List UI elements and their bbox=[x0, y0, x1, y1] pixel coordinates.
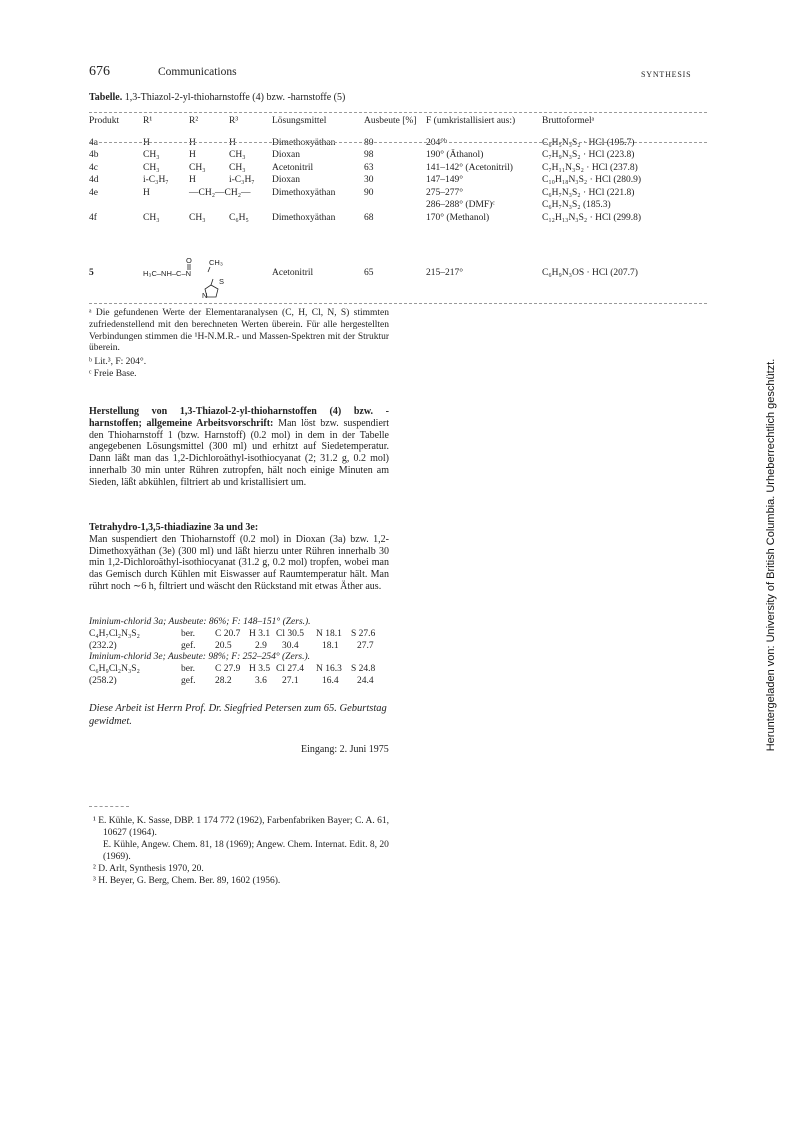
r1-value: H bbox=[143, 187, 150, 198]
r3-value: C₆H₅ bbox=[229, 212, 249, 223]
r1-value: i-C₃H₇ bbox=[143, 175, 169, 185]
r1-value: CH₃ bbox=[143, 212, 160, 223]
analysis-calc-row bbox=[89, 629, 394, 641]
structure-nitrogen: N bbox=[202, 291, 208, 300]
solvent: Acetonitril bbox=[272, 162, 314, 173]
yield bbox=[364, 200, 426, 213]
melting-point: 190° (Äthanol) bbox=[426, 150, 484, 160]
melting-point: 215–217° bbox=[426, 268, 464, 278]
analysis-cell: C 20.7 bbox=[215, 628, 241, 639]
product-id: 4d bbox=[89, 175, 99, 185]
yield: 65 bbox=[364, 268, 374, 278]
analysis-cell: N 16.3 bbox=[316, 664, 342, 675]
yield: 63 bbox=[364, 162, 374, 173]
table-header-rule bbox=[89, 142, 707, 143]
analysis-cell: (232.2) bbox=[89, 640, 117, 651]
r3-value: i-C₃H₇ bbox=[229, 175, 255, 185]
table-row-5 bbox=[89, 256, 707, 300]
references-rule bbox=[89, 806, 129, 807]
analysis-cell: ber. bbox=[181, 664, 195, 675]
formula: C₆H₉N₃OS · HCl (207.7) bbox=[542, 268, 638, 278]
analysis-cell: N 18.1 bbox=[316, 628, 342, 639]
r2-value: H bbox=[189, 150, 196, 160]
table-caption-label: Tabelle. bbox=[89, 92, 123, 103]
analysis-cell: 16.4 bbox=[322, 675, 339, 686]
melting-point: 170° (Methanol) bbox=[426, 212, 490, 223]
solvent: Dioxan bbox=[272, 175, 300, 185]
col-header: Lösungsmittel bbox=[272, 116, 327, 126]
reference: ³ H. Beyer, G. Berg, Chem. Ber. 89, 1602 (1956). bbox=[93, 876, 281, 886]
section-heading: Herstellung von 1,3-Thiazol-2-yl-thioharnstoffen (4) bzw. -harnstoffen; allgemeine Arbeitsvorschrift: bbox=[89, 406, 389, 429]
structure-sulfur: S bbox=[219, 277, 225, 286]
footnote-c: ᶜ Freie Base. bbox=[89, 369, 137, 379]
yield: 98 bbox=[364, 150, 374, 160]
product-table bbox=[89, 116, 707, 225]
r2-value: CH₃ bbox=[189, 162, 206, 173]
analysis-cell: H 3.1 bbox=[249, 628, 271, 639]
r3-value: CH₃ bbox=[229, 150, 246, 160]
analysis-cell: Cl 27.4 bbox=[276, 664, 304, 675]
melting-point: 286–288° (DMF)ᶜ bbox=[426, 200, 495, 210]
solvent: Acetonitril bbox=[272, 268, 314, 278]
download-watermark-text: Heruntergeladen von: University of British Columbia. Urheberrechtlich geschützt. bbox=[765, 358, 777, 752]
solvent: Dimethoxyäthan bbox=[272, 187, 336, 198]
analysis-cell: 28.2 bbox=[215, 675, 232, 686]
table-row bbox=[89, 163, 707, 176]
product-id: 4b bbox=[89, 150, 99, 160]
solvent: Dioxan bbox=[272, 150, 300, 160]
analysis-cell: (258.2) bbox=[89, 675, 117, 686]
yield: 90 bbox=[364, 187, 374, 198]
section-body: Man suspendiert den Thioharnstoff (0.2 mol) in Dioxan (3a) bzw. 1,2-Dimethoxyäthan (3e) (300 ml) und läßt hierzu unter Rühren innerhalb 30 min 1,2-Dichloroäthyl-isothiocyanat (31.2 g, 0.2 mol) tropfen, wobei man das Gemisch durch Kühlen mit Eiswasser auf Raumtemperatur hält. Man rührt noch ∼6 h, filtriert und wäscht den Rückstand mit etwas Äther aus. bbox=[89, 533, 389, 592]
structure-oxygen: O bbox=[186, 256, 192, 265]
urea-structure bbox=[143, 256, 273, 300]
col-header: R¹ bbox=[143, 116, 153, 126]
analysis-cell: C 27.9 bbox=[215, 664, 241, 675]
section-general-procedure bbox=[89, 406, 389, 489]
product-id: 4a bbox=[89, 137, 98, 148]
references bbox=[89, 815, 394, 887]
footnote-b: ᵇ Lit.³, F: 204°. bbox=[89, 357, 147, 367]
col-header: Bruttoformelᵃ bbox=[542, 116, 595, 126]
analysis-cell: ber. bbox=[181, 628, 195, 639]
table-row bbox=[89, 188, 707, 201]
product-id: 4c bbox=[89, 162, 98, 173]
received-date: Eingang: 2. Juni 1975 bbox=[301, 744, 389, 755]
r3-value bbox=[229, 200, 272, 213]
section-body: Man löst bzw. suspendiert den Thioharnstoff 1 (bzw. Harnstoff) (0.2 mol) in dem in der Tabelle angegebenen Lösungsmittel (300 ml) und erhitzt auf Siedetemperatur. Dann läßt man das 1,2-Dichloroäthyl-isothiocyanat (2; 31.2 g, 0.2 mol) innerhalb 30 min unter Rühren zutropfen, hält noch einige Minuten am Sieden, läßt abkühlen, filtriert ab und kristallisiert um. bbox=[89, 417, 389, 488]
analysis-cell: 2.9 bbox=[255, 640, 267, 651]
analysis-cell: Cl 30.5 bbox=[276, 628, 304, 639]
download-watermark bbox=[764, 358, 778, 752]
analysis-cell: gef. bbox=[181, 675, 196, 686]
formula: C₇H₁₁N₃S₂ · HCl (237.8) bbox=[542, 162, 638, 173]
r1-value: CH₃ bbox=[143, 162, 160, 173]
analysis-cell: 18.1 bbox=[322, 640, 339, 651]
r3-value: H bbox=[229, 137, 236, 148]
analysis-cell: 27.1 bbox=[282, 675, 299, 686]
analysis-cell: C₆H₉Cl₂N₃S₂ bbox=[89, 664, 140, 675]
section-thiadiazine bbox=[89, 522, 389, 593]
table-row bbox=[89, 213, 707, 226]
melting-point: 147–149° bbox=[426, 175, 464, 185]
formula: C₁₂H₁₃N₃S₂ · HCl (299.8) bbox=[542, 212, 642, 223]
formula: C₆H₅N₃S₂ · HCl (195.7) bbox=[542, 137, 635, 148]
solvent bbox=[272, 200, 364, 213]
analysis-line: Iminium-chlorid 3a; Ausbeute: 86%; F: 148–151° (Zers.). bbox=[89, 617, 311, 627]
r1-value: CH₃ bbox=[143, 150, 160, 160]
table-row bbox=[89, 200, 707, 213]
analysis-cell: gef. bbox=[181, 640, 196, 651]
col-header: R³ bbox=[229, 116, 239, 126]
formula: C₁₀H₁₈N₃S₂ · HCl (280.9) bbox=[542, 175, 642, 185]
col-header: R² bbox=[189, 116, 199, 126]
col-header: Produkt bbox=[89, 116, 120, 126]
analysis-cell: 3.6 bbox=[255, 675, 267, 686]
solvent: Dimethoxyäthan bbox=[272, 212, 336, 223]
r2-value: H bbox=[189, 137, 196, 148]
section-heading: Tetrahydro-1,3,5-thiadiazine 3a und 3e: bbox=[89, 522, 259, 533]
page-number: 676 bbox=[89, 64, 110, 79]
col-header: F (umkristallisiert aus:) bbox=[426, 116, 516, 126]
table-top-rule bbox=[89, 112, 707, 113]
yield: 80 bbox=[364, 137, 374, 148]
col-header: Ausbeute [%] bbox=[364, 116, 417, 126]
footnote-a: ᵃ Die gefundenen Werte der Elementaranalysen (C, H, Cl, N, S) stimmten zufriedenstellend mit den berechneten Werten überein. Für alle hergestellten Verbindungen stimmen die ¹H-N.M.R.- und Massen-Spektren mit der Struktur überein. bbox=[89, 308, 389, 354]
melting-point: 204°ᵇ bbox=[426, 137, 447, 148]
section-title: Communications bbox=[158, 66, 237, 78]
analysis-cell: 30.4 bbox=[282, 640, 299, 651]
r3-value: CH₃ bbox=[229, 162, 246, 173]
analysis-3a bbox=[89, 617, 394, 688]
journal-name: SYNTHESIS bbox=[641, 70, 692, 79]
reference: ¹ E. Kühle, K. Sasse, DBP. 1 174 772 (1962), Farbenfabriken Bayer; C. A. 61, 10627 (1964). bbox=[93, 816, 389, 838]
analysis-cell: S 27.6 bbox=[351, 628, 376, 639]
analysis-cell: 27.7 bbox=[357, 640, 374, 651]
analysis-line: Iminium-chlorid 3e; Ausbeute: 98%; F: 252–254° (Zers.). bbox=[89, 652, 311, 663]
formula: C₇H₉N₃S₂ · HCl (223.8) bbox=[542, 150, 635, 160]
analysis-cell: 20.5 bbox=[215, 640, 232, 651]
analysis-cell: C₄H₇Cl₂N₃S₂ bbox=[89, 628, 140, 639]
analysis-found-row bbox=[89, 676, 394, 688]
r2-value: H bbox=[189, 175, 196, 185]
analysis-found-row bbox=[89, 641, 394, 653]
table-row bbox=[89, 175, 707, 188]
table-caption-text: 1,3-Thiazol-2-yl-thioharnstoffe (4) bzw. -harnstoffe (5) bbox=[124, 92, 346, 103]
product-id bbox=[89, 200, 143, 213]
product-id: 5 bbox=[89, 268, 94, 278]
r1-value: H bbox=[143, 137, 150, 148]
structure-chain: H₃C–NH–C–N bbox=[143, 269, 192, 278]
reference: ² D. Arlt, Synthesis 1970, 20. bbox=[93, 864, 204, 874]
product-id: 4e bbox=[89, 187, 98, 198]
analysis-cell: S 24.8 bbox=[351, 664, 376, 675]
analysis-cell: 24.4 bbox=[357, 675, 374, 686]
analysis-cell: H 3.5 bbox=[249, 664, 271, 675]
yield: 30 bbox=[364, 175, 374, 185]
melting-point: 275–277° bbox=[426, 187, 464, 198]
melting-point: 141–142° (Acetonitril) bbox=[426, 162, 513, 173]
yield: 68 bbox=[364, 212, 374, 223]
table-caption bbox=[89, 92, 345, 103]
r1-value bbox=[143, 200, 189, 213]
r2-value bbox=[189, 200, 229, 213]
table-bottom-rule bbox=[89, 303, 707, 304]
table-row bbox=[89, 138, 707, 151]
r2-value: CH₃ bbox=[189, 212, 206, 223]
analysis-calc-row bbox=[89, 664, 394, 676]
table-header-row bbox=[89, 116, 707, 138]
solvent: Dimethoxyäthan bbox=[272, 137, 336, 148]
r2-value: —CH₂—CH₂— bbox=[189, 187, 251, 198]
structure-methyl: CH₃ bbox=[209, 258, 223, 267]
reference: E. Kühle, Angew. Chem. 81, 18 (1969); Angew. Chem. Internat. Edit. 8, 20 (1969). bbox=[103, 840, 389, 862]
table-row bbox=[89, 150, 707, 163]
formula: C₆H₇N₃S₂ (185.3) bbox=[542, 200, 611, 210]
formula: C₆H₇N₃S₂ · HCl (221.8) bbox=[542, 187, 635, 198]
dedication: Diese Arbeit ist Herrn Prof. Dr. Siegfried Petersen zum 65. Geburtstag gewidmet. bbox=[89, 703, 387, 727]
product-id: 4f bbox=[89, 212, 97, 223]
